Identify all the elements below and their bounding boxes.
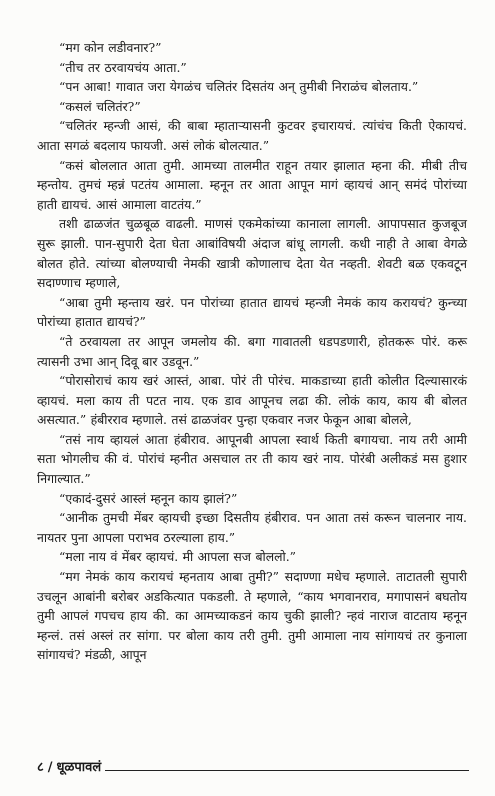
paragraph-8: “आबा तुमी म्हन्ताय खरं. पन पोरांच्या हातात द्यायचं म्हन्जी नेमकं काय करायचं? कुन्च्या पोरांच्या हातात द्यायचं?” — [37, 294, 467, 330]
paragraph-3: “पन आबा! गावात जरा येगळंच चलितंर दिसतंय अन्‌ तुमीबी निराळंच बोलताय.” — [59, 79, 419, 95]
paragraph-12: “एकादं-दुसरं आस्लं म्हनून काय झालं?” — [59, 490, 238, 506]
page-body-text — [37, 38, 467, 665]
paragraph-9: “ते ठरवायला तर आपून जमलोय की. बगा गावातली धडपडणारी, होतकरू पोरं. करू त्यासनी उभा आन्‌ दिवू बार उडवून.” — [37, 333, 467, 369]
paragraph-6: “कसं बोललात आता तुमी. आमच्या तालमीत राहून तयार झालात म्हना की. मीबी तीच म्हन्तोय. तुमचं म्हन्नं पटतंय आमाला. म्हनून तर आता आपून मागं व्हायचं आन्‌ समंदं पोरांच्या हाती द्यायचं. आसं आमाला वाटतंय.” — [37, 157, 467, 212]
paragraph-11: “तसं नाय व्हायलं आता हंबीराव. आपूनबी आपला स्वार्थ किती बगायचा. नाय तरी आमी सता भोगलीच की वं. पोरांचं म्हनीत असचाल तर ती काय खरं नाय. पोरंबी अलीकडं मस हुशार निगाल्यात.” — [37, 431, 467, 487]
paragraph-14: “मला नाय वं मेंबर व्हायचं. मी आपला सज बोललो.” — [59, 549, 297, 565]
paragraph-15: “मग नेमकं काय करायचं म्हनताय आबा तुमी?” सदाण्णा मधेच म्हणाले. ताटातली सुपारी उचलून आबांनी बरोबर अडकित्यात पकडली. ते म्हणाले, “काय भगवानराव, मगापासनं बघतोय तुमी आपलं गपचच हाय की. का आमच्याकडनं काय चुकी झाली? न्हवं नाराज वाटताय म्हनून म्हन्लं. तसं अस्लं तर सांगा. पर बोला काय तरी तुमी. तुमी आमाला नाय सांगायचं तर कुनाला सांगायचं? मंडळी, आपून — [37, 569, 467, 663]
paragraph-13: “आनीक तुमची मेंबर व्हायची इच्छा दिसतीय हंबीराव. पन आता तसं करून चालनार नाय. नायतर पुना आपला पराभव ठरल्याला हाय.” — [37, 510, 467, 545]
paragraph-10: “पोरासोराचं काय खरं आस्तं, आबा. पोरं ती पोरंच. माकडाच्या हाती कोलीत दिल्यासारकं व्हायचं. मला काय ती पटत नाय. एक डाव आपूनच लढा की. लोकं काय, काय बी बोलत असत्यात.” हंबीरराव म्हणाले. तसं ढाळजंवर पुन्हा एकवार नजर फेकून आबा बोलले, — [37, 373, 467, 428]
page-number: ८ — [37, 760, 44, 775]
paragraph-2: “तीच तर ठरवायचंय आता.” — [59, 59, 187, 75]
footer-separator: / — [47, 760, 53, 775]
paragraph-5: “चलितंर म्हन्जी आसं, की बाबा म्हाताऱ्यासनी कुटवर इचारायचं. त्यांचंच किती ऐकायचं. आता सगळं बदलाय फायजी. असं लोकं बोलत्यात.” — [37, 118, 467, 153]
footer-rule-line — [105, 770, 469, 771]
running-book-title: धूळपावलं — [56, 760, 102, 775]
paragraph-1: “मग कोन लडीवनार?” — [59, 40, 162, 55]
paragraph-7: तशी ढाळजंत चुळबूळ वाढली. माणसं एकमेकांच्या कानाला लागली. आपापसात कुजबूज सुरू झाली. पान-सुपारी देता घेता आबांविषयी अंदाज बांधू लागली. कधी नाही ते आबा वेगळे बोलत होते. त्यांच्या बोलण्याची नेमकी खात्री कोणालाच देता येत नव्हती. शेवटी बळ एकवटून सदाण्णाच म्हणाले, — [37, 216, 467, 291]
page-footer — [37, 757, 469, 775]
paragraph-4: “कसलं चलितंर?” — [59, 98, 141, 114]
